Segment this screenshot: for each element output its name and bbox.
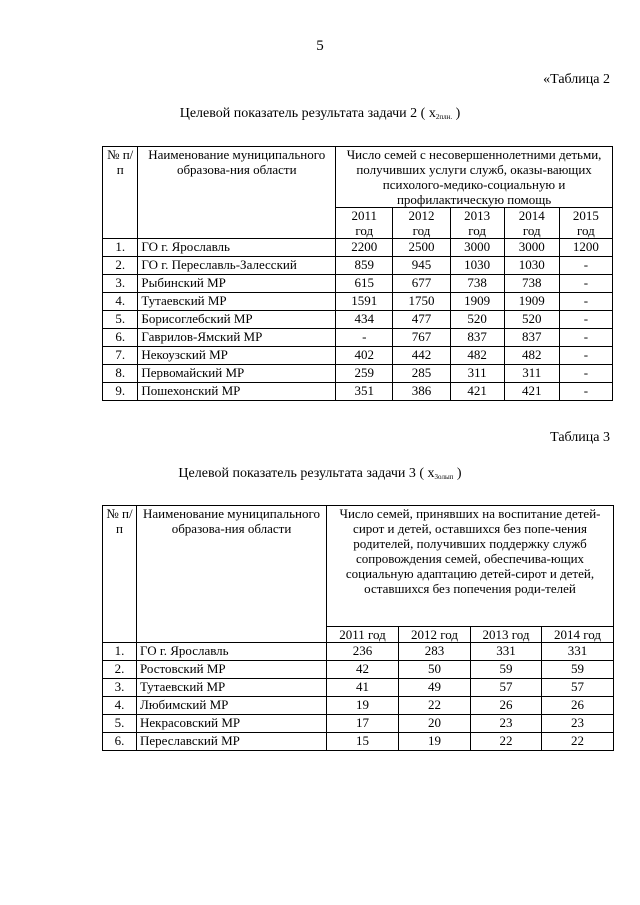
table-row [103,643,614,661]
value-cell: 615 [336,275,393,293]
municipality-name: Борисоглебский МР [138,311,336,329]
value-cell: 23 [542,715,614,733]
table-3-year-header: 2012 год [399,627,471,643]
row-number: 2. [103,661,137,679]
value-cell: 1200 [559,239,612,257]
value-cell: 285 [393,365,450,383]
table-3-title-suffix: ) [453,466,462,481]
value-cell: 837 [450,329,504,347]
table-row [103,311,613,329]
table-2-label: «Таблица 2 [543,72,610,87]
table-3-header-group: Число семей, принявших на воспитание детей-сирот и детей, оставшихся без попе-чения родителей, получивших поддержку служб сопровождения семей, обеспечива-ющих социальную адаптацию детей-сирот и детей, оставшихся без попечения роди-телей [327,506,614,627]
row-number: 9. [103,383,138,401]
value-cell: 767 [393,329,450,347]
table-2 [102,146,613,401]
value-cell: 26 [471,697,542,715]
table-2-body [103,239,613,401]
table-row [103,275,613,293]
table-2-year-header: 2011 год [336,208,393,239]
value-cell: 421 [504,383,559,401]
value-cell: 945 [393,257,450,275]
value-cell: 17 [327,715,399,733]
row-number: 4. [103,697,137,715]
value-cell: - [559,293,612,311]
table-3-body [103,643,614,751]
table-2-title-subscript: 2плн. [435,113,453,121]
value-cell: - [559,365,612,383]
value-cell: 402 [336,347,393,365]
value-cell: 20 [399,715,471,733]
table-3-title-subscript: 3олып [434,473,454,481]
value-cell: 59 [542,661,614,679]
table-row [103,347,613,365]
value-cell: 259 [336,365,393,383]
table-row [103,365,613,383]
value-cell: 2500 [393,239,450,257]
municipality-name: Гаврилов-Ямский МР [138,329,336,347]
value-cell: 331 [542,643,614,661]
value-cell: 331 [471,643,542,661]
table-row [103,329,613,347]
table-2-year-header: 2015 год [559,208,612,239]
table-3 [102,505,614,751]
value-cell: 677 [393,275,450,293]
value-cell: 49 [399,679,471,697]
value-cell: 837 [504,329,559,347]
row-number: 2. [103,257,138,275]
value-cell: 1909 [450,293,504,311]
value-cell: - [559,329,612,347]
value-cell: 351 [336,383,393,401]
value-cell: 22 [471,733,542,751]
table-3-year-header: 2014 год [542,627,614,643]
table-3-year-header: 2013 год [471,627,542,643]
row-number: 1. [103,643,137,661]
value-cell: 482 [450,347,504,365]
value-cell: 236 [327,643,399,661]
municipality-name: Первомайский МР [138,365,336,383]
municipality-name: ГО г. Переславль-Залесский [138,257,336,275]
value-cell: - [559,311,612,329]
value-cell: - [559,275,612,293]
table-2-year-header: 2014 год [504,208,559,239]
value-cell: 26 [542,697,614,715]
municipality-name: Любимский МР [137,697,327,715]
row-number: 8. [103,365,138,383]
value-cell: 23 [471,715,542,733]
table-2-title [0,106,640,122]
table-3-title-text: Целевой показатель результата задачи 3 ( x [178,466,435,481]
value-cell: 859 [336,257,393,275]
table-row [103,383,613,401]
value-cell: 19 [399,733,471,751]
municipality-name: Пошехонский МР [138,383,336,401]
row-number: 5. [103,715,137,733]
table-2-title-text: Целевой показатель результата задачи 2 ( x [179,106,436,121]
table-row [103,715,614,733]
value-cell: 421 [450,383,504,401]
municipality-name: Некрасовский МР [137,715,327,733]
table-2-year-header: 2012 год [393,208,450,239]
value-cell: 386 [393,383,450,401]
value-cell: 520 [450,311,504,329]
table-3-header-name: Наименование муниципального образова-ния области [137,506,327,643]
table-2-header-name: Наименование муниципального образова-ния области [138,147,336,239]
table-3-label: Таблица 3 [550,430,610,445]
value-cell: - [336,329,393,347]
table-2-title-suffix: ) [452,106,461,121]
value-cell: - [559,383,612,401]
municipality-name: Тутаевский МР [138,293,336,311]
page-number: 5 [316,38,324,54]
table-row [103,679,614,697]
municipality-name: ГО г. Ярославль [137,643,327,661]
value-cell: 1030 [450,257,504,275]
value-cell: 1030 [504,257,559,275]
municipality-name: Тутаевский МР [137,679,327,697]
value-cell: 50 [399,661,471,679]
municipality-name: Рыбинский МР [138,275,336,293]
value-cell: 59 [471,661,542,679]
value-cell: 1750 [393,293,450,311]
value-cell: 738 [450,275,504,293]
value-cell: 22 [542,733,614,751]
value-cell: 434 [336,311,393,329]
row-number: 4. [103,293,138,311]
value-cell: 1591 [336,293,393,311]
row-number: 3. [103,275,138,293]
row-number: 6. [103,329,138,347]
value-cell: 482 [504,347,559,365]
value-cell: 15 [327,733,399,751]
value-cell: 442 [393,347,450,365]
value-cell: 42 [327,661,399,679]
value-cell: 57 [542,679,614,697]
value-cell: 3000 [450,239,504,257]
value-cell: 311 [450,365,504,383]
row-number: 5. [103,311,138,329]
value-cell: 477 [393,311,450,329]
table-row [103,661,614,679]
table-row [103,733,614,751]
table-row [103,239,613,257]
value-cell: 3000 [504,239,559,257]
table-3-header-number: № п/п [103,506,137,643]
table-2-year-header: 2013 год [450,208,504,239]
row-number: 3. [103,679,137,697]
value-cell: 2200 [336,239,393,257]
table-row [103,697,614,715]
value-cell: 57 [471,679,542,697]
row-number: 7. [103,347,138,365]
municipality-name: Некоузский МР [138,347,336,365]
value-cell: - [559,257,612,275]
value-cell: 520 [504,311,559,329]
value-cell: 283 [399,643,471,661]
table-row [103,257,613,275]
table-2-header-number: № п/п [103,147,138,239]
value-cell: 738 [504,275,559,293]
table-3-title [0,466,640,482]
municipality-name: ГО г. Ярославль [138,239,336,257]
value-cell: 41 [327,679,399,697]
value-cell: - [559,347,612,365]
value-cell: 311 [504,365,559,383]
row-number: 1. [103,239,138,257]
value-cell: 1909 [504,293,559,311]
row-number: 6. [103,733,137,751]
table-2-header-group: Число семей с несовершеннолетними детьми, получивших услуги служб, оказы-вающих психолого-медико-социальную и профилактическую помощь [336,147,613,208]
table-row [103,293,613,311]
table-3-year-header: 2011 год [327,627,399,643]
value-cell: 22 [399,697,471,715]
value-cell: 19 [327,697,399,715]
municipality-name: Переславский МР [137,733,327,751]
municipality-name: Ростовский МР [137,661,327,679]
